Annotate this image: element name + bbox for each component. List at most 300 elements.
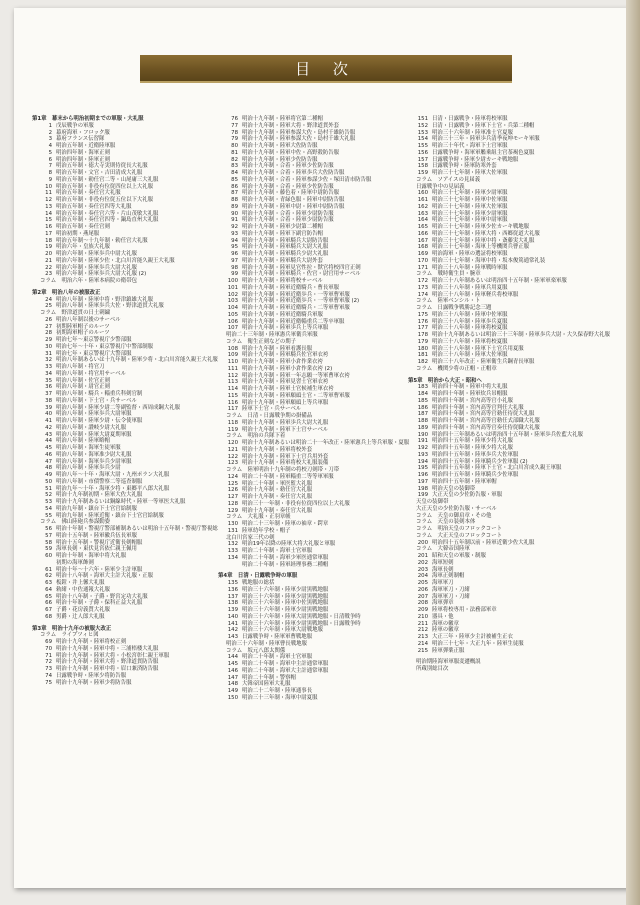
entry-number: 124 [227, 473, 238, 480]
entry-title: 明治四十年制・宮内高等官勅任式部職大礼服 [432, 418, 540, 424]
entry-number: 80 [231, 143, 238, 149]
toc-entry [408, 607, 583, 614]
entry-title: 大正天皇の少佐防告服・軍服 [432, 492, 503, 499]
toc-entry [32, 546, 207, 553]
entry-number: 162 [417, 203, 428, 210]
entry-title: 明治十九年制あるいは明治二十一年改正・陸軍憲兵上等兵軍服・夏服 [242, 440, 410, 446]
toc-entry [32, 271, 207, 278]
entry-number: 63 [45, 580, 52, 586]
entry-number: 161 [417, 197, 428, 203]
entry-title: 明治二十年制・陸軍経理事務二種帽 [242, 561, 329, 568]
entry-title: 明治三十八年制・陸軍中佐軍服 [432, 311, 508, 318]
entry-number: 19 [45, 244, 52, 251]
entry-title: 戦地服の総括 [242, 580, 275, 586]
toc-entry [32, 479, 207, 486]
entry-title: 明治二十年制・海軍少軍医通常軍服 [242, 554, 329, 561]
entry-number: 201 [417, 553, 428, 559]
entry-title: 大正三年・陸軍少主計被補生正衣 [432, 634, 513, 640]
toc-entry [408, 472, 583, 479]
entry-number: 15 [45, 217, 52, 224]
entry-number: 3 [48, 136, 52, 143]
toc-entry [408, 325, 583, 332]
toc-entry [408, 452, 583, 459]
entry-number: 79 [231, 136, 238, 143]
entry-title: 明治三十三年・陸軍歩兵清季夜坤モーキ軍服 [432, 136, 540, 143]
entry-number: 146 [227, 667, 238, 674]
entry-number: 69 [45, 639, 52, 645]
entry-number: 176 [417, 318, 428, 325]
entry-title: 明治四十年制・宮内高等官判任大礼服 [432, 404, 524, 411]
entry-title: 明治十五年制・陸軍徽兵伍長軍服 [56, 532, 137, 539]
title-banner [140, 55, 512, 83]
entry-title: 勅緒・中佐通報大礼服 [56, 586, 110, 593]
entry-title: 明治三十六年制・陸軍少尉黒戦地服 [242, 586, 329, 593]
toc-entry [408, 398, 583, 405]
entry-number: 20 [45, 251, 52, 257]
toc-entry [218, 562, 393, 569]
entry-number: 175 [417, 311, 428, 318]
entry-number: 14 [45, 210, 52, 217]
toc-entry [218, 325, 393, 332]
toc-entry [408, 116, 583, 123]
entry-title: 明治四十五年制・陸軍歩兵大佐軍服 [432, 451, 519, 458]
toc-entry [408, 560, 583, 567]
toc-note [32, 519, 207, 526]
entry-title: 第2章 明治八年の被服改正 [32, 289, 101, 296]
entry-title: 明治二十年制・軍医監大礼服 [242, 480, 313, 487]
entry-number: 156 [417, 149, 428, 156]
entry-title: 明治八年制・佐官正剣 [56, 377, 110, 384]
entry-title: 陸軍の徽章 [432, 627, 459, 634]
entry-number: 160 [417, 190, 428, 197]
toc-note [408, 506, 583, 513]
toc-entry [218, 607, 393, 614]
entry-number: 114 [227, 386, 238, 392]
toc-entry [32, 217, 207, 224]
toc-entry [218, 352, 393, 359]
toc-note [408, 666, 583, 673]
entry-number: 205 [417, 580, 428, 586]
entry-title: 第5章 明治から大正・昭和へ [408, 377, 482, 384]
toc-entry [32, 573, 207, 580]
entry-title: 海軍軍刀・刀緒 [432, 593, 470, 600]
entry-title: 明治十九年制・陸軍中佐・高野殺防告服 [242, 149, 340, 156]
entry-title: 明治三十七年制・陸軍中将・斎藤実大礼服 [432, 237, 535, 244]
entry-number: 141 [227, 620, 238, 627]
toc-entry [32, 472, 207, 479]
entry-title: 明治初期・燕尾服 [56, 230, 100, 237]
entry-title: 明治二十年制・陸軍輜重二等等軍軍服 [242, 473, 334, 480]
toc-entry [218, 548, 393, 555]
entry-title: 明治五年制・文官・吉田清成大礼服 [56, 170, 143, 176]
toc-entry [32, 499, 207, 506]
entry-title: 明治七年・東京警視庁大警部服 [56, 350, 132, 357]
entry-number: 54 [45, 505, 52, 512]
entry-number: 83 [231, 163, 238, 170]
entry-title: 明治十年制・子爵・保科正益大礼服 [56, 600, 143, 607]
entry-title: コラム 衛生正剣などの期子 [226, 338, 297, 345]
entry-number: 49 [45, 472, 52, 478]
entry-number: 21 [45, 257, 52, 264]
entry-number: 123 [227, 460, 238, 467]
entry-title: 明治三十七年・大正九年・陸軍生徒服 [432, 640, 524, 647]
entry-title: 明治二十年制・警察帽 [242, 674, 296, 681]
entry-number: 206 [417, 586, 428, 593]
entry-number: 43 [45, 431, 52, 438]
entry-number: 127 [227, 494, 238, 500]
entry-number: 108 [227, 345, 238, 352]
entry-number: 61 [45, 566, 52, 573]
entry-number: 119 [227, 426, 238, 433]
entry-number: 28 [45, 330, 52, 337]
entry-title: 明治八年～十年・海軍大尉・九州ポラン大礼服 [56, 472, 170, 478]
toc-entry [408, 170, 583, 177]
toc-entry [32, 452, 207, 459]
entry-number: 208 [417, 600, 428, 607]
entry-title: 明治十九年制・陸軍将校大礼服装備 [242, 460, 329, 467]
entry-number: 184 [417, 391, 428, 397]
toc-entry [218, 420, 393, 427]
toc-entry [408, 627, 583, 634]
toc-entry [408, 312, 583, 319]
entry-title: 明治四十三年制あるいは明治四十五年制・陸軍歩兵佐藍大礼服 [432, 431, 583, 438]
entry-number: 104 [227, 305, 238, 311]
entry-number: 131 [227, 527, 238, 534]
entry-title: 明治十九年制・合着・陸軍少佐防告服 [242, 183, 334, 190]
entry-title: 明治十九年制・陸軍士官候補生軍衣袴 [242, 386, 334, 392]
entry-number: 26 [45, 316, 52, 323]
entry-title: 明治八年制・陸軍歩兵少尉 [56, 465, 121, 472]
entry-number: 188 [417, 418, 428, 424]
entry-number: 103 [227, 298, 238, 305]
entry-title: 明治三十一年制・非役有位従四位以上大礼服 [242, 500, 350, 507]
toc-entry [408, 123, 583, 130]
entry-title: 明治十八年制・海軍大主計大礼服・正服 [56, 573, 154, 580]
entry-number: 125 [227, 480, 238, 487]
toc-entry [32, 224, 207, 231]
entry-number: 197 [417, 478, 428, 485]
entry-number: 101 [227, 284, 238, 291]
entry-number: 2 [48, 129, 52, 136]
entry-title: コラム 佛山陸砲兵参謀動姿 [40, 519, 111, 526]
chapter-heading [32, 290, 207, 297]
entry-number: 41 [45, 418, 52, 424]
entry-title: 男爵・辻人郎大礼服 [56, 613, 105, 620]
entry-number: 75 [45, 679, 52, 686]
entry-number: 107 [227, 325, 238, 332]
entry-number: 7 [48, 163, 52, 170]
entry-number: 155 [417, 143, 428, 149]
entry-title: 明治十九年制・陸軍近衛騎兵・曹長軍服 [242, 284, 340, 291]
entry-number: 133 [227, 548, 238, 554]
toc-entry [218, 312, 393, 319]
entry-number: 51 [45, 485, 52, 492]
entry-number: 68 [45, 613, 52, 620]
toc-entry [32, 190, 207, 197]
entry-title: 昭和天皇の軍服・制服 [432, 553, 486, 559]
entry-number: 25 [45, 303, 52, 310]
entry-number: 1 [48, 122, 52, 129]
entry-title: 北白川宮家三代の剣 [226, 534, 275, 541]
entry-number: 128 [227, 500, 238, 507]
toc-entry [32, 639, 207, 646]
toc-entry [408, 332, 610, 339]
entry-number: 187 [417, 411, 428, 418]
entry-number: 126 [227, 487, 238, 494]
entry-number: 199 [417, 492, 428, 499]
entry-title: 海軍の徽章 [432, 620, 459, 627]
entry-title: 明治三十六年制・陸軍少尉黒戦地服 [242, 607, 329, 613]
entry-title: 日露戦争時・陸軍防寒外套 [432, 163, 497, 170]
toc-entry [408, 258, 583, 265]
toc-entry [218, 627, 393, 634]
entry-number: 177 [417, 325, 428, 332]
entry-title: 明治十九年制・藤色着・陸軍中尉防告服 [242, 190, 340, 197]
entry-title: 明治十九年制・陸軍下士官兵用外套 [242, 453, 329, 460]
toc-entry [408, 278, 583, 285]
toc-entry [32, 244, 207, 251]
entry-title: 明治三十七年制・陸軍少尉軍服 [432, 210, 508, 217]
entry-title: 明治三十八年制・陸軍将校夏服 [432, 338, 508, 345]
entry-number: 181 [417, 352, 428, 359]
entry-number: 100 [227, 278, 238, 284]
entry-title: コラム ライプツィヒ図 [40, 632, 99, 639]
entry-number: 33 [45, 364, 52, 370]
entry-number: 117 [227, 406, 238, 413]
entry-title: 明治四年制・海軍正剣 [56, 149, 110, 156]
entry-number: 139 [227, 607, 238, 613]
toc-entry [32, 136, 207, 143]
toc-entry [218, 136, 393, 143]
entry-title: 明治三十七年制・陸軍少佐カーキ戦地服 [432, 224, 530, 230]
toc-note [408, 533, 583, 540]
entry-title: 明治十九年制・陸軍少佐防告服 [242, 156, 318, 163]
entry-number: 120 [227, 440, 238, 446]
entry-number: 202 [417, 559, 428, 566]
toc-entry [32, 425, 207, 432]
entry-number: 214 [417, 640, 428, 647]
entry-number: 195 [417, 465, 428, 472]
toc-entry [32, 330, 207, 337]
entry-title: 明治十九年制・陸軍近衛歩兵・一等軍曹軍服 [242, 291, 350, 298]
entry-title: 明治五年制・非役有位従五位以下大礼服 [56, 197, 154, 203]
entry-number: 16 [45, 224, 52, 230]
toc-entry [218, 116, 393, 123]
entry-title: 日清・日露戦争・陸軍将校軍服 [432, 116, 508, 122]
entry-title: 明治三十七年制・陸軍大将・西郷従道大礼服 [432, 230, 540, 237]
toc-entry [32, 150, 207, 157]
entry-title: 大正天皇の少佐防告服・サーベル [416, 505, 497, 512]
entry-title: 明治十九年制・陸軍騎兵少尉大礼服 [242, 251, 329, 257]
entry-title: 第1章 幕末から明治初期までの軍服・大礼服 [32, 116, 144, 122]
entry-number: 84 [231, 170, 238, 176]
toc-entry [218, 217, 393, 224]
toc-entry [32, 384, 207, 391]
entry-title: 明治十九年制・陸軍見官性拉・獣官将校四官正剣 [242, 264, 361, 271]
entry-number: 102 [227, 291, 238, 298]
entry-title: 陸軍弾薬正服 [432, 647, 465, 654]
entry-number: 166 [417, 230, 428, 237]
entry-title: 明治19年以降の陸軍大将大礼服と軍服 [242, 541, 336, 548]
entry-title: 明治三十七年制・陸軍大佐軍服 [432, 203, 508, 210]
toc-entry [32, 177, 207, 184]
toc-entry [408, 580, 583, 587]
toc-entry [32, 607, 207, 614]
entry-title: 明治十九年制・合着・陸軍少尉防告服 [242, 217, 334, 224]
entry-title: コラム 大礼服・正羽章帳 [226, 514, 291, 521]
toc-note [408, 298, 583, 305]
entry-title: 明治二十年制・海軍中主計通常軍服 [242, 661, 329, 667]
entry-title: 明治二十年制・海軍士官軍服 [242, 548, 313, 554]
entry-title: 明治三十八年制・陸軍戦時軍服 [432, 264, 508, 271]
entry-title: 明治十九年制・陸軍大将・野津道貫外套 [242, 122, 340, 129]
entry-number: 89 [231, 203, 238, 210]
entry-number: 193 [417, 451, 428, 458]
entry-title: 明治十九年制・勅任官大礼服 [242, 487, 313, 494]
entry-title: 明治十九年制・陸軍騎兵大尉外套 [242, 257, 323, 264]
toc-entry [32, 337, 207, 344]
toc-note [408, 305, 583, 312]
toc-entry [32, 303, 207, 310]
toc-entry [218, 661, 393, 668]
entry-title: 明治四十年制・宮内高等官奏任侍従職大礼服 [432, 424, 540, 431]
entry-number: 85 [231, 176, 238, 183]
entry-title: 幕府海軍・フロック服 [56, 129, 110, 136]
entry-title: 明治四十五年制・陸軍騎兵少佐軍服 (2) [432, 458, 528, 465]
entry-number: 22 [45, 264, 52, 271]
entry-number: 40 [45, 411, 52, 418]
entry-title: 陸軍将校専用・法務部軍章 [432, 607, 497, 613]
entry-title: 明治八年制・讃岐少尉大礼服 [56, 424, 127, 431]
entry-title: 明治八年制・尉官正剣 [56, 384, 110, 391]
entry-number: 183 [417, 384, 428, 391]
entry-title: 明治三十六年制・陸軍大尉戦地服 [242, 627, 323, 634]
entry-title: 明治三十八年制・陸軍将校夏服 [432, 325, 508, 332]
entry-number: 118 [227, 419, 238, 426]
entry-title: 明治三十六年制・陸軍曹長戦地服 [226, 640, 307, 647]
toc-entry [408, 600, 583, 607]
entry-number: 27 [45, 323, 52, 330]
entry-title: 明治二十三年制・陸軍憲兵軍衛兵軍服 [226, 332, 318, 338]
entry-number: 111 [227, 365, 238, 372]
entry-number: 64 [45, 586, 52, 593]
toc-entry [218, 695, 393, 702]
entry-number: 179 [417, 338, 428, 345]
entry-number: 55 [45, 512, 52, 519]
entry-number: 45 [45, 445, 52, 451]
toc-note [408, 659, 583, 666]
entry-title: 明治十九年制・陸軍大佐防告服 [242, 143, 318, 149]
entry-title: 明治六年制・陸軍歩兵大尉大礼服 [56, 264, 137, 271]
entry-title: コラム 野津道貫の日土刺繍 [40, 310, 111, 316]
entry-title: 明治十九年制初期・陸軍大佐大礼服 [56, 492, 143, 499]
entry-title: 明治五年制・奏任官大礼服 [56, 190, 121, 197]
entry-title: 明治五年制・奏任官四等・鍋島直州大礼服 [56, 217, 159, 224]
toc-entry [32, 163, 207, 170]
entry-number: 153 [417, 129, 428, 136]
entry-title: 明治三十六年制・陸軍少尉黒戦地服 [242, 593, 329, 600]
toc-entry [218, 614, 393, 621]
toc-entry [218, 231, 393, 238]
toc-entry [32, 587, 207, 594]
entry-number: 90 [231, 210, 238, 217]
toc-entry [218, 487, 393, 494]
entry-title: 明治八年制・海軍生徒軍服 [56, 445, 121, 451]
entry-title: コラム 明治天皇のフロックコート [416, 526, 502, 532]
entry-title: 明治十九年制・陸軍将校サーベル [242, 278, 323, 284]
entry-title: 所蔵別総目次 [416, 666, 449, 672]
entry-title: 明治四十五年制・陸軍騎兵少佐軍服 [432, 472, 519, 478]
entry-title: 明治四十年制・陸軍炊兵吊帽服 [432, 391, 508, 397]
toc-entry [32, 418, 207, 425]
toc-entry [218, 521, 393, 528]
toc-note [408, 499, 583, 506]
entry-title: 明治三十八年制・陸軍軽兵将校軍服 [432, 291, 519, 298]
entry-number: 93 [231, 230, 238, 237]
entry-number: 192 [417, 445, 428, 451]
entry-title: 明治八年制・将官用サーベル [56, 370, 127, 377]
entry-title: 明治八年制・海軍歩兵少尉軍服 [56, 458, 132, 465]
entry-number: 32 [45, 357, 52, 364]
chapter-heading [32, 116, 207, 123]
toc-entry [218, 440, 410, 447]
toc-entry [32, 526, 218, 533]
entry-title: 明治五年制・徳大寺実則侍従長大礼服 [56, 163, 148, 170]
toc-entry [408, 224, 583, 231]
entry-number: 136 [227, 586, 238, 593]
toc-entry [218, 298, 393, 305]
toc-entry [218, 501, 393, 508]
entry-title: 明治八年制以後のサーベル [56, 316, 121, 323]
entry-title: 明治八年制・市債警察二等巡査制服 [56, 478, 143, 485]
toc-entry [218, 244, 393, 251]
entry-title: 明治十九年制・陸軍歩兵上等兵軍服 [242, 325, 329, 332]
toc-entry [32, 666, 207, 673]
toc-note [408, 366, 583, 373]
entry-title: 明治十年制・警視庁警部補制あるいは明治十五年制・警視庁警視総 [56, 526, 218, 532]
toc-entry [218, 406, 393, 413]
entry-number: 121 [227, 446, 238, 453]
toc-note [408, 526, 583, 533]
entry-title: 明治五年制・奏任官四等大礼服 [56, 203, 132, 210]
toc-entry [32, 411, 207, 418]
toc-entry [32, 258, 207, 265]
entry-number: 5 [48, 149, 52, 156]
entry-number: 168 [417, 244, 428, 251]
entry-number: 213 [417, 634, 428, 640]
toc-entry [32, 398, 207, 405]
toc-entry [408, 136, 583, 143]
entry-number: 95 [231, 244, 238, 251]
entry-number: 23 [45, 271, 52, 278]
entry-number: 106 [227, 318, 238, 325]
entry-title: 明治十九年制・合着・陸軍歩兵大佐防告服 [242, 170, 345, 176]
entry-number: 196 [417, 472, 428, 478]
entry-title: 明治八年制・陸軍略帽 [56, 438, 110, 445]
entry-title: 明治四十五年制・陸軍少将大礼服 [432, 445, 513, 451]
toc-entry [218, 285, 393, 292]
entry-title: 明治十九年制・奏任官大礼服 [242, 494, 313, 500]
entry-number: 144 [227, 654, 238, 661]
toc-note [32, 310, 207, 317]
entry-title: 日露戦争時・陸軍軍曹戦地服 [242, 634, 313, 640]
entry-number: 113 [227, 379, 238, 386]
toc-entry [32, 123, 207, 130]
entry-title: 明治八年制・陸軍歩兵大尉軍服 [56, 411, 132, 418]
entry-title: 明治十九年制・陸軍近衛騎兵軍服 [242, 311, 323, 318]
entry-title: 明治十九年制・陸軍将校外套 [242, 446, 313, 453]
entry-title: 海軍軍刀 [432, 580, 454, 586]
